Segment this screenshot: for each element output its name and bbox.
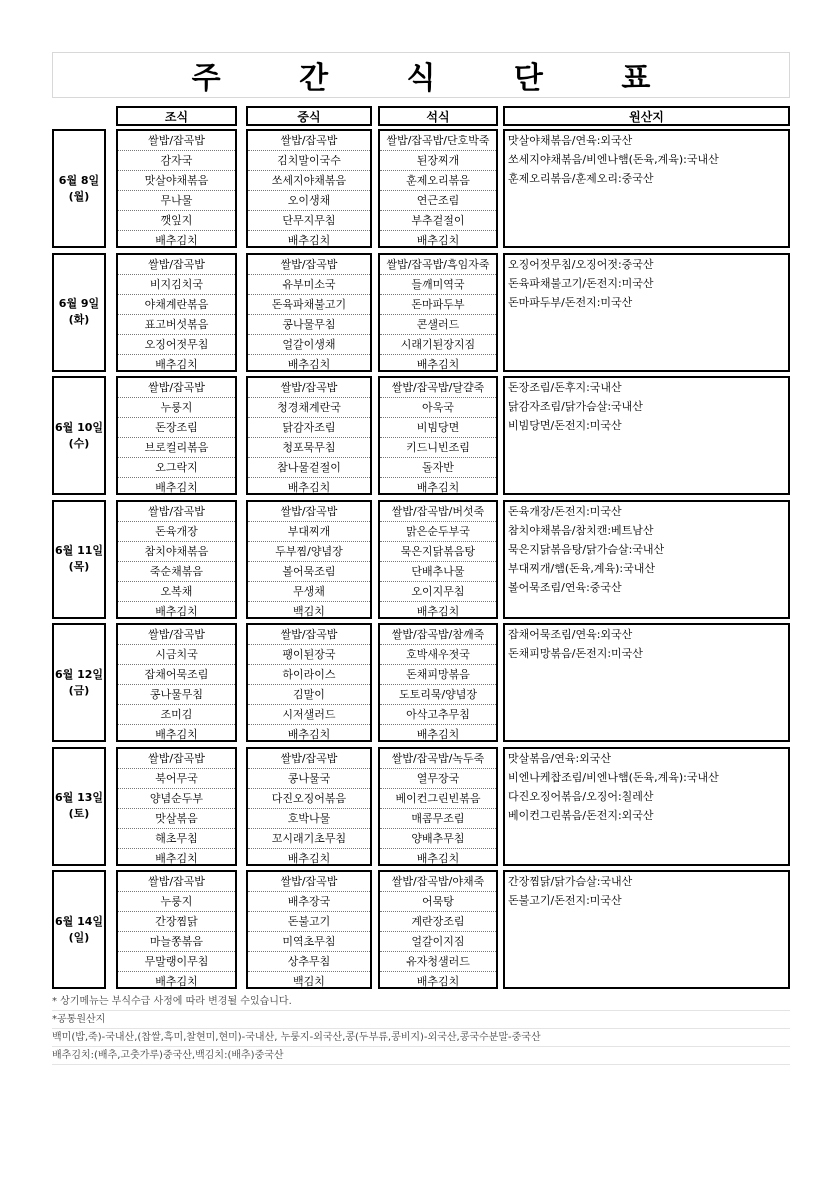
origin-line: 돈채피망볶음/돈전지:미국산 bbox=[508, 647, 643, 661]
menu-item: 배추김치 bbox=[155, 975, 198, 989]
menu-item: 배추김치 bbox=[416, 234, 460, 248]
origin-line bbox=[505, 948, 788, 967]
menu-item: 돈마파두부 bbox=[380, 295, 496, 315]
menu-item: 호박나물 bbox=[248, 809, 370, 829]
header-dinner: 석식 bbox=[378, 106, 498, 126]
day-date: 6월 9일 bbox=[58, 297, 100, 310]
menu-item: 돌자반 bbox=[380, 458, 496, 478]
menu-item: 된장찌개 bbox=[380, 151, 496, 171]
menu-item: 비빔당면 bbox=[380, 418, 496, 438]
menu-item: 콩나물무침 bbox=[118, 685, 235, 705]
menu-item: 쌀밥/잡곡밥 bbox=[248, 625, 370, 645]
day-date: 6월 12일 bbox=[54, 667, 104, 681]
breakfast-column bbox=[116, 623, 237, 742]
menu-item: 배추김치 bbox=[155, 604, 198, 618]
menu-item: 쌀밥/잡곡밥 bbox=[248, 131, 370, 151]
menu-item: 마늘쫑볶음 bbox=[118, 932, 235, 952]
day-block bbox=[52, 253, 790, 372]
origin-line bbox=[505, 207, 788, 226]
menu-item: 베이컨그린빈볶음 bbox=[380, 789, 496, 809]
origin-column bbox=[503, 870, 790, 989]
origin-line bbox=[505, 188, 788, 207]
origin-column bbox=[503, 129, 790, 248]
origin-line: 비빔당면/돈전지:미국산 bbox=[508, 419, 622, 433]
menu-item: 브로컬리볶음 bbox=[118, 438, 235, 458]
day-label bbox=[52, 376, 106, 495]
menu-item: 쌀밥/잡곡밥 bbox=[248, 749, 370, 769]
day-block bbox=[52, 623, 790, 742]
breakfast-column bbox=[116, 747, 237, 866]
menu-item: 돈불고기 bbox=[248, 912, 370, 932]
dinner-column bbox=[378, 129, 498, 248]
menu-item: 계란장조림 bbox=[380, 912, 496, 932]
day-label bbox=[52, 870, 106, 989]
menu-item: 돈장조림 bbox=[118, 418, 235, 438]
menu-item: 단배추나물 bbox=[380, 562, 496, 582]
menu-item: 백김치 bbox=[293, 604, 325, 618]
menu-item: 쌀밥/잡곡밥/흑임자죽 bbox=[380, 255, 496, 275]
menu-item: 상추무침 bbox=[248, 952, 370, 972]
menu-item: 얼갈이지짐 bbox=[380, 932, 496, 952]
menu-item: 쌀밥/잡곡밥/버섯죽 bbox=[380, 502, 496, 522]
menu-item: 단무지무침 bbox=[248, 211, 370, 231]
menu-item: 쌀밥/잡곡밥 bbox=[248, 872, 370, 892]
menu-item: 호박새우젓국 bbox=[380, 645, 496, 665]
menu-item: 매콤무조림 bbox=[380, 809, 496, 829]
menu-item: 배추김치 bbox=[287, 851, 331, 865]
dinner-column bbox=[378, 500, 498, 619]
menu-item: 시저샐러드 bbox=[248, 705, 370, 725]
menu-item: 연근조림 bbox=[380, 191, 496, 211]
menu-item: 김말이 bbox=[248, 685, 370, 705]
origin-line: 잡채어묵조림/연육:외국산 bbox=[508, 628, 633, 641]
lunch-column bbox=[246, 500, 372, 619]
menu-item: 깻잎지 bbox=[118, 211, 235, 231]
menu-item: 쏘세지야채볶음 bbox=[248, 171, 370, 191]
dinner-column bbox=[378, 747, 498, 866]
menu-item: 쌀밥/잡곡밥 bbox=[248, 255, 370, 275]
menu-item: 쌀밥/잡곡밥/녹두죽 bbox=[380, 749, 496, 769]
lunch-column bbox=[246, 129, 372, 248]
origin-line bbox=[505, 454, 788, 473]
menu-item: 닭감자조림 bbox=[248, 418, 370, 438]
menu-item: 잡채어묵조림 bbox=[118, 665, 235, 685]
origin-line: 간장찜닭/닭가슴살:국내산 bbox=[508, 875, 633, 888]
dinner-column bbox=[378, 870, 498, 989]
note-line: *공통원산지 bbox=[52, 1011, 790, 1029]
menu-item: 배추김치 bbox=[155, 728, 198, 742]
day-label bbox=[52, 623, 106, 742]
origin-line: 돈육개장/돈전지:미국산 bbox=[508, 504, 622, 518]
menu-item: 쌀밥/잡곡밥/참깨죽 bbox=[380, 625, 496, 645]
menu-item: 무말랭이무침 bbox=[118, 952, 235, 972]
menu-item: 배추김치 bbox=[287, 234, 331, 248]
menu-item: 배추김치 bbox=[155, 357, 198, 371]
menu-item: 쌀밥/잡곡밥 bbox=[248, 378, 370, 398]
day-weekday: (금) bbox=[68, 683, 90, 697]
menu-item: 청경채계란국 bbox=[248, 398, 370, 418]
origin-line bbox=[505, 435, 788, 454]
day-weekday: (목) bbox=[68, 560, 90, 573]
day-date: 6월 11일 bbox=[54, 544, 104, 557]
origin-line: 돈마파두부/돈전지:미국산 bbox=[508, 295, 633, 309]
origin-line bbox=[505, 331, 788, 350]
origin-line: 참치야채볶음/참치캔:베트남산 bbox=[508, 523, 654, 537]
menu-item: 두부찜/양념장 bbox=[248, 542, 370, 562]
menu-item: 부추겉절이 bbox=[380, 211, 496, 231]
note-line: 백미(밥,죽)-국내산,(찹쌀,흑미,찰현미,현미)-국내산, 누룽지-외국산,콩(두부류,콩비지)-외국산,콩국수분말-중국산 bbox=[52, 1029, 790, 1047]
menu-item: 쌀밥/잡곡밥 bbox=[118, 131, 235, 151]
day-block bbox=[52, 747, 790, 866]
menu-item: 오그락지 bbox=[118, 458, 235, 478]
menu-item: 미역초무침 bbox=[248, 932, 370, 952]
origin-column bbox=[503, 376, 790, 495]
day-date: 6월 8일 bbox=[58, 173, 100, 187]
origin-line bbox=[505, 720, 788, 739]
menu-item: 배추김치 bbox=[155, 851, 198, 865]
origin-line: 돈불고기/돈전지:미국산 bbox=[508, 894, 622, 908]
menu-item: 배추김치 bbox=[287, 481, 331, 495]
menu-item: 백김치 bbox=[293, 975, 325, 989]
origin-line: 훈제오리볶음/훈제오리:중국산 bbox=[508, 172, 654, 186]
menu-item: 배추김치 bbox=[287, 728, 331, 742]
breakfast-column bbox=[116, 253, 237, 372]
menu-item: 양념순두부 bbox=[118, 789, 235, 809]
menu-item: 오이지무침 bbox=[380, 582, 496, 602]
menu-item: 청포묵무침 bbox=[248, 438, 370, 458]
day-block bbox=[52, 500, 790, 619]
origin-line: 베이컨그린볶음/돈전지:외국산 bbox=[508, 808, 654, 822]
origin-column bbox=[503, 500, 790, 619]
menu-item: 무나물 bbox=[118, 191, 235, 211]
menu-item: 무생채 bbox=[248, 582, 370, 602]
origin-line: 부대찌개/햄(돈육,계육):국내산 bbox=[508, 561, 656, 575]
menu-item: 키드니빈조림 bbox=[380, 438, 496, 458]
notes bbox=[52, 993, 790, 1065]
menu-item: 팽이된장국 bbox=[248, 645, 370, 665]
origin-line: 돈육파채불고기/돈전지:미국산 bbox=[508, 276, 654, 290]
menu-item: 누룽지 bbox=[118, 892, 235, 912]
menu-item: 오징어젓무침 bbox=[118, 335, 235, 355]
title-box bbox=[52, 52, 790, 98]
menu-item: 어묵탕 bbox=[380, 892, 496, 912]
menu-item: 배추김치 bbox=[416, 851, 460, 865]
day-block bbox=[52, 870, 790, 989]
page-title: 주 간 식 단 표 bbox=[191, 61, 685, 96]
menu-item: 해초무침 bbox=[118, 829, 235, 849]
origin-line bbox=[505, 701, 788, 720]
day-date: 6월 14일 bbox=[54, 914, 104, 928]
menu-item: 야채계란볶음 bbox=[118, 295, 235, 315]
menu-item: 쌀밥/잡곡밥 bbox=[118, 255, 235, 275]
lunch-column bbox=[246, 376, 372, 495]
day-weekday: (일) bbox=[68, 930, 90, 944]
origin-line bbox=[505, 663, 788, 682]
menu-item: 콩나물국 bbox=[248, 769, 370, 789]
menu-item: 아삭고추무침 bbox=[380, 705, 496, 725]
dinner-column bbox=[378, 376, 498, 495]
origin-line bbox=[505, 825, 788, 844]
origin-line bbox=[505, 929, 788, 948]
lunch-column bbox=[246, 253, 372, 372]
origin-line: 볼어묵조림/연육:중국산 bbox=[508, 580, 622, 594]
origin-line bbox=[505, 312, 788, 331]
menu-item: 훈제오리볶음 bbox=[380, 171, 496, 191]
day-date: 6월 13일 bbox=[54, 791, 104, 804]
menu-item: 시금치국 bbox=[118, 645, 235, 665]
menu-item: 간장찜닭 bbox=[118, 912, 235, 932]
menu-item: 배추김치 bbox=[416, 975, 460, 989]
menu-item: 들깨미역국 bbox=[380, 275, 496, 295]
origin-line bbox=[505, 967, 788, 986]
menu-item: 배추김치 bbox=[416, 357, 460, 371]
menu-item: 묵은지닭볶음탕 bbox=[380, 542, 496, 562]
menu-item: 배추김치 bbox=[416, 604, 460, 618]
menu-item: 배추김치 bbox=[416, 481, 460, 495]
menu-item: 유자청샐러드 bbox=[380, 952, 496, 972]
menu-item: 북어무국 bbox=[118, 769, 235, 789]
menu-item: 얼갈이생채 bbox=[248, 335, 370, 355]
menu-item: 쌀밥/잡곡밥/달걀죽 bbox=[380, 378, 496, 398]
origin-column bbox=[503, 747, 790, 866]
menu-item: 시래기된장지짐 bbox=[380, 335, 496, 355]
origin-line bbox=[505, 682, 788, 701]
dinner-column bbox=[378, 253, 498, 372]
origin-line: 맛살볶음/연육:외국산 bbox=[508, 751, 612, 765]
origin-line: 맛살야채볶음/연육:외국산 bbox=[508, 134, 633, 147]
day-label bbox=[52, 129, 106, 248]
day-weekday: (수) bbox=[68, 436, 90, 450]
menu-item: 꼬시래기초무침 bbox=[248, 829, 370, 849]
day-date: 6월 10일 bbox=[54, 420, 104, 434]
lunch-column bbox=[246, 870, 372, 989]
menu-item: 배추장국 bbox=[248, 892, 370, 912]
breakfast-column bbox=[116, 129, 237, 248]
menu-item: 콘샐러드 bbox=[380, 315, 496, 335]
menu-item: 볼어묵조림 bbox=[248, 562, 370, 582]
origin-line bbox=[505, 473, 788, 492]
origin-column bbox=[503, 623, 790, 742]
menu-item: 누룽지 bbox=[118, 398, 235, 418]
menu-item: 도토리묵/양념장 bbox=[380, 685, 496, 705]
day-weekday: (토) bbox=[68, 807, 90, 820]
note-line: * 상기메뉴는 부식수급 사정에 따라 변경될 수있습니다. bbox=[52, 993, 790, 1011]
menu-item: 오이생채 bbox=[248, 191, 370, 211]
day-label bbox=[52, 747, 106, 866]
header-breakfast: 조식 bbox=[116, 106, 237, 126]
origin-line bbox=[505, 597, 788, 616]
menu-item: 감자국 bbox=[118, 151, 235, 171]
menu-item: 하이라이스 bbox=[248, 665, 370, 685]
menu-item: 참나물겉절이 bbox=[248, 458, 370, 478]
header-origin: 원산지 bbox=[503, 106, 790, 126]
breakfast-column bbox=[116, 376, 237, 495]
menu-item: 돈채피망볶음 bbox=[380, 665, 496, 685]
menu-item: 표고버섯볶음 bbox=[118, 315, 235, 335]
menu-item: 배추김치 bbox=[416, 728, 460, 742]
menu-item: 양배추무침 bbox=[380, 829, 496, 849]
menu-item: 쌀밥/잡곡밥 bbox=[248, 502, 370, 522]
menu-item: 김치말이국수 bbox=[248, 151, 370, 171]
origin-line: 묵은지닭볶음탕/닭가슴살:국내산 bbox=[508, 542, 665, 556]
menu-item: 쌀밥/잡곡밥/야채죽 bbox=[380, 872, 496, 892]
menu-item: 맛살야채볶음 bbox=[118, 171, 235, 191]
day-weekday: (월) bbox=[68, 189, 90, 203]
lunch-column bbox=[246, 623, 372, 742]
day-label bbox=[52, 500, 106, 619]
menu-item: 죽순채볶음 bbox=[118, 562, 235, 582]
origin-line bbox=[505, 910, 788, 929]
menu-item: 오복채 bbox=[118, 582, 235, 602]
dinner-column bbox=[378, 623, 498, 742]
menu-item: 쌀밥/잡곡밥 bbox=[118, 502, 235, 522]
menu-item: 배추김치 bbox=[155, 234, 198, 248]
origin-line: 쏘세지야채볶음/비엔나햄(돈육,계육):국내산 bbox=[508, 153, 719, 167]
menu-item: 콩나물무침 bbox=[248, 315, 370, 335]
menu-item: 쌀밥/잡곡밥 bbox=[118, 749, 235, 769]
lunch-column bbox=[246, 747, 372, 866]
menu-item: 부대찌개 bbox=[248, 522, 370, 542]
menu-item: 쌀밥/잡곡밥 bbox=[118, 378, 235, 398]
menu-item: 돈육파채불고기 bbox=[248, 295, 370, 315]
origin-line bbox=[505, 844, 788, 863]
origin-line: 돈장조림/돈후지:국내산 bbox=[508, 381, 622, 394]
note-line: 배추김치:(배추,고춧가루)중국산,백김치:(배추)중국산 bbox=[52, 1047, 790, 1065]
menu-item: 돈육개장 bbox=[118, 522, 235, 542]
origin-line bbox=[505, 226, 788, 245]
breakfast-column bbox=[116, 870, 237, 989]
origin-line: 비엔나케찹조림/비엔나햄(돈육,계육):국내산 bbox=[508, 770, 719, 784]
menu-item: 쌀밥/잡곡밥 bbox=[118, 625, 235, 645]
menu-item: 쌀밥/잡곡밥/단호박죽 bbox=[380, 131, 496, 151]
menu-item: 배추김치 bbox=[155, 481, 198, 495]
origin-line: 닭감자조림/닭가슴살:국내산 bbox=[508, 400, 643, 414]
menu-item: 맛살볶음 bbox=[118, 809, 235, 829]
origin-line bbox=[505, 350, 788, 369]
menu-item: 비지김치국 bbox=[118, 275, 235, 295]
origin-line: 다진오징어볶음/오징어:칠레산 bbox=[508, 789, 654, 803]
day-block bbox=[52, 129, 790, 248]
day-label bbox=[52, 253, 106, 372]
day-weekday: (화) bbox=[68, 313, 90, 326]
day-block bbox=[52, 376, 790, 495]
menu-item: 참치야채볶음 bbox=[118, 542, 235, 562]
menu-item: 열무장국 bbox=[380, 769, 496, 789]
menu-item: 맑은순두부국 bbox=[380, 522, 496, 542]
origin-line: 오징어젓무침/오징어젓:중국산 bbox=[508, 257, 654, 271]
menu-item: 쌀밥/잡곡밥 bbox=[118, 872, 235, 892]
menu-item: 유부미소국 bbox=[248, 275, 370, 295]
origin-column bbox=[503, 253, 790, 372]
menu-item: 조미김 bbox=[118, 705, 235, 725]
menu-item: 아욱국 bbox=[380, 398, 496, 418]
column-headers bbox=[52, 106, 790, 126]
menu-item: 배추김치 bbox=[287, 357, 331, 371]
header-lunch: 중식 bbox=[246, 106, 372, 126]
breakfast-column bbox=[116, 500, 237, 619]
menu-item: 다진오징어볶음 bbox=[248, 789, 370, 809]
